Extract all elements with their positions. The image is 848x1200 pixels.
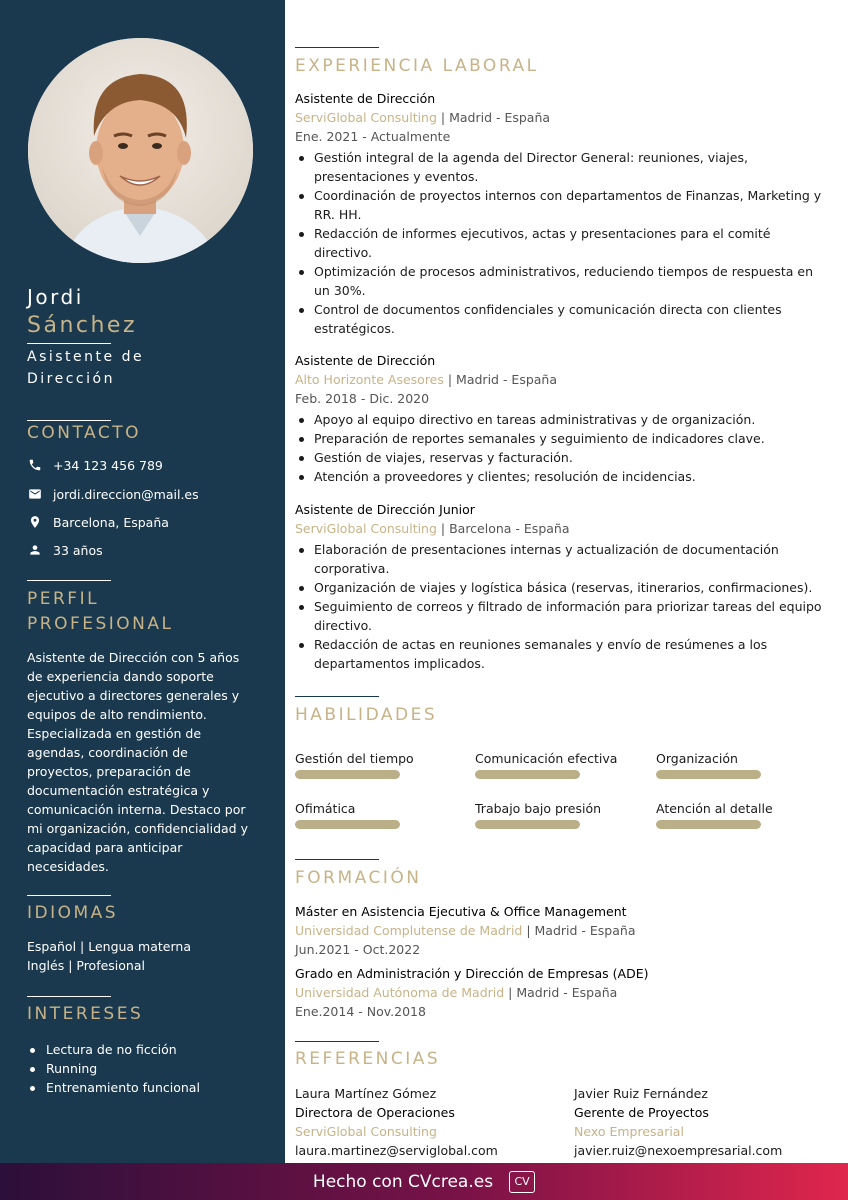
profile-summary: Asistente de Dirección con 5 años de experiencia dando soporte ejecutivo a directores generales y equipos de alto rendimiento. Especializada en gestión de agendas, coordinación de proyectos, preparación de documentación estratégica y comunicación interna. Destaco por mi organización, confidencialidad y capacidad para anticipar necesidades. — [27, 650, 248, 874]
education-period: Ene.2014 - Nov.2018 — [295, 1004, 426, 1019]
contact-age-text: 33 años — [53, 542, 103, 558]
reference-entry — [295, 1084, 555, 1160]
job-bullet: Gestión de viajes, reservas y facturación. — [295, 448, 830, 467]
job-company: ServiGlobal Consulting — [295, 521, 437, 536]
reference-name: Javier Ruiz Fernández — [574, 1086, 708, 1101]
contact-phone[interactable] — [27, 457, 163, 473]
reference-role: Directora de Operaciones — [295, 1105, 455, 1120]
education-heading: FORMACIÓN — [295, 868, 422, 888]
reference-name: Laura Martínez Gómez — [295, 1086, 437, 1101]
skill-bar — [475, 770, 580, 779]
skill-bar — [656, 820, 761, 829]
skill-item — [656, 801, 826, 829]
skill-bar — [295, 820, 400, 829]
references-divider — [295, 1041, 379, 1042]
skill-bar — [475, 820, 580, 829]
skill-item — [475, 801, 645, 829]
reference-company: Nexo Empresarial — [574, 1124, 684, 1139]
sidebar — [0, 0, 285, 1163]
contact-age — [27, 542, 103, 558]
language-item: Español | Lengua materna — [27, 939, 191, 954]
job-bullet: Preparación de reportes semanales y seguimiento de indicadores clave. — [295, 429, 830, 448]
job-role: Asistente de Dirección — [295, 91, 436, 106]
skill-bar-fill — [295, 820, 400, 829]
experience-divider — [295, 47, 379, 48]
reference-role: Gerente de Proyectos — [574, 1105, 709, 1120]
person-icon — [27, 542, 43, 558]
footer-banner[interactable] — [0, 1163, 848, 1200]
job-bullet: Coordinación de proyectos internos con departamentos de Finanzas, Marketing y RR. HH. — [295, 186, 830, 224]
profile-divider — [27, 580, 111, 581]
contact-email[interactable] — [27, 486, 199, 502]
skill-label: Atención al detalle — [656, 801, 773, 816]
job-bullet: Apoyo al equipo directivo en tareas administrativas y de organización. — [295, 410, 830, 429]
education-school: Universidad Autónoma de Madrid — [295, 985, 505, 1000]
skill-bar-fill — [656, 770, 761, 779]
skills-divider — [295, 696, 379, 697]
job-company-line — [295, 519, 830, 538]
interests-divider — [27, 996, 111, 997]
interest-item: Lectura de no ficción — [27, 1040, 200, 1059]
location-pin-icon — [27, 514, 43, 530]
languages-list — [27, 937, 191, 975]
skill-bar-fill — [475, 820, 580, 829]
contact-email-text: jordi.direccion@mail.es — [53, 486, 199, 502]
job-location: | Madrid - España — [443, 372, 558, 387]
skill-label: Trabajo bajo presión — [475, 801, 602, 816]
education-degree: Máster en Asistencia Ejecutiva & Office Management — [295, 904, 627, 919]
education-divider — [295, 859, 379, 860]
education-school-line — [295, 921, 830, 940]
skills-heading: HABILIDADES — [295, 705, 438, 725]
contact-phone-text: +34 123 456 789 — [53, 457, 163, 473]
interests-list — [27, 1040, 200, 1097]
profile-heading: PERFIL PROFESIONAL — [27, 589, 174, 634]
job-bullet: Optimización de procesos administrativos, reduciendo tiempos de respuesta en un 30%. — [295, 262, 830, 300]
last-name: Sánchez — [27, 313, 138, 338]
references-heading: REFERENCIAS — [295, 1049, 441, 1069]
job-bullet: Redacción de informes ejecutivos, actas y presentaciones para el comité directivo. — [295, 224, 830, 262]
job-period: Feb. 2018 - Dic. 2020 — [295, 391, 430, 406]
education-school-line — [295, 983, 830, 1002]
job-company: ServiGlobal Consulting — [295, 110, 437, 125]
languages-heading: IDIOMAS — [27, 903, 119, 923]
skill-bar — [656, 770, 761, 779]
interest-item: Running — [27, 1059, 200, 1078]
language-item: Inglés | Profesional — [27, 958, 145, 973]
skill-bar-fill — [295, 770, 400, 779]
job-location: | Barcelona - España — [436, 521, 570, 536]
job-role: Asistente de Dirección — [295, 353, 436, 368]
skill-bar-fill — [475, 770, 580, 779]
job-entry — [295, 351, 830, 486]
reference-company: ServiGlobal Consulting — [295, 1124, 437, 1139]
skill-label: Organización — [656, 751, 738, 766]
education-degree: Grado en Administración y Dirección de Empresas (ADE) — [295, 966, 649, 981]
job-location: | Madrid - España — [436, 110, 551, 125]
education-location: | Madrid - España — [504, 985, 618, 1000]
job-bullet: Gestión integral de la agenda del Director General: reuniones, viajes, presentaciones y eventos. — [295, 148, 830, 186]
skill-item — [475, 751, 645, 779]
job-entry — [295, 500, 830, 673]
job-bullet: Redacción de actas en reuniones semanales y envío de resúmenes a los departamentos implicados. — [295, 635, 830, 673]
contact-location — [27, 514, 169, 530]
job-bullet: Seguimiento de correos y filtrado de información para priorizar tareas del equipo directivo. — [295, 597, 830, 635]
job-role: Asistente de Dirección Junior — [295, 502, 475, 517]
profile-photo — [28, 38, 253, 263]
job-bullet: Elaboración de presentaciones internas y actualización de documentación corporativa. — [295, 540, 830, 578]
skill-item — [295, 751, 465, 779]
skill-label: Comunicación efectiva — [475, 751, 618, 766]
skill-label: Ofimática — [295, 801, 356, 816]
skill-item — [295, 801, 465, 829]
experience-heading: EXPERIENCIA LABORAL — [295, 56, 539, 76]
email-icon — [27, 486, 43, 502]
interests-heading: INTERESES — [27, 1004, 144, 1024]
job-company-line — [295, 108, 830, 127]
job-bullets — [295, 540, 830, 673]
education-entry — [295, 964, 830, 1021]
interest-item: Entrenamiento funcional — [27, 1078, 200, 1097]
job-entry — [295, 89, 830, 338]
reference-email[interactable]: laura.martinez@serviglobal.com — [295, 1143, 498, 1158]
name-divider — [27, 343, 111, 344]
skill-label: Gestión del tiempo — [295, 751, 414, 766]
phone-icon — [27, 457, 43, 473]
job-company-line — [295, 370, 830, 389]
contact-location-text: Barcelona, España — [53, 514, 169, 530]
education-location: | Madrid - España — [522, 923, 636, 938]
reference-email[interactable]: javier.ruiz@nexoempresarial.com — [574, 1143, 783, 1158]
education-entry — [295, 902, 830, 959]
footer-text[interactable]: Hecho con CVcrea.es — [312, 1171, 494, 1192]
education-period: Jun.2021 - Oct.2022 — [295, 942, 421, 957]
job-title: Asistente de Dirección — [27, 349, 145, 387]
job-bullet: Control de documentos confidenciales y comunicación directa con clientes estratégicos. — [295, 300, 830, 338]
reference-entry — [574, 1084, 834, 1160]
job-bullets — [295, 410, 830, 486]
contact-heading: CONTACTO — [27, 423, 141, 443]
skill-bar-fill — [656, 820, 761, 829]
job-period: Ene. 2021 - Actualmente — [295, 129, 451, 144]
cv-logo-icon: CV — [509, 1171, 535, 1193]
portrait-photo-icon — [28, 38, 253, 263]
skill-item — [656, 751, 826, 779]
first-name: Jordi — [27, 285, 84, 309]
skill-bar — [295, 770, 400, 779]
job-bullets — [295, 148, 830, 338]
job-company: Alto Horizonte Asesores — [295, 372, 444, 387]
job-bullet: Atención a proveedores y clientes; resolución de incidencias. — [295, 467, 830, 486]
education-school: Universidad Complutense de Madrid — [295, 923, 523, 938]
job-bullet: Organización de viajes y logística básica (reservas, itinerarios, confirmaciones). — [295, 578, 830, 597]
languages-divider — [27, 895, 111, 896]
